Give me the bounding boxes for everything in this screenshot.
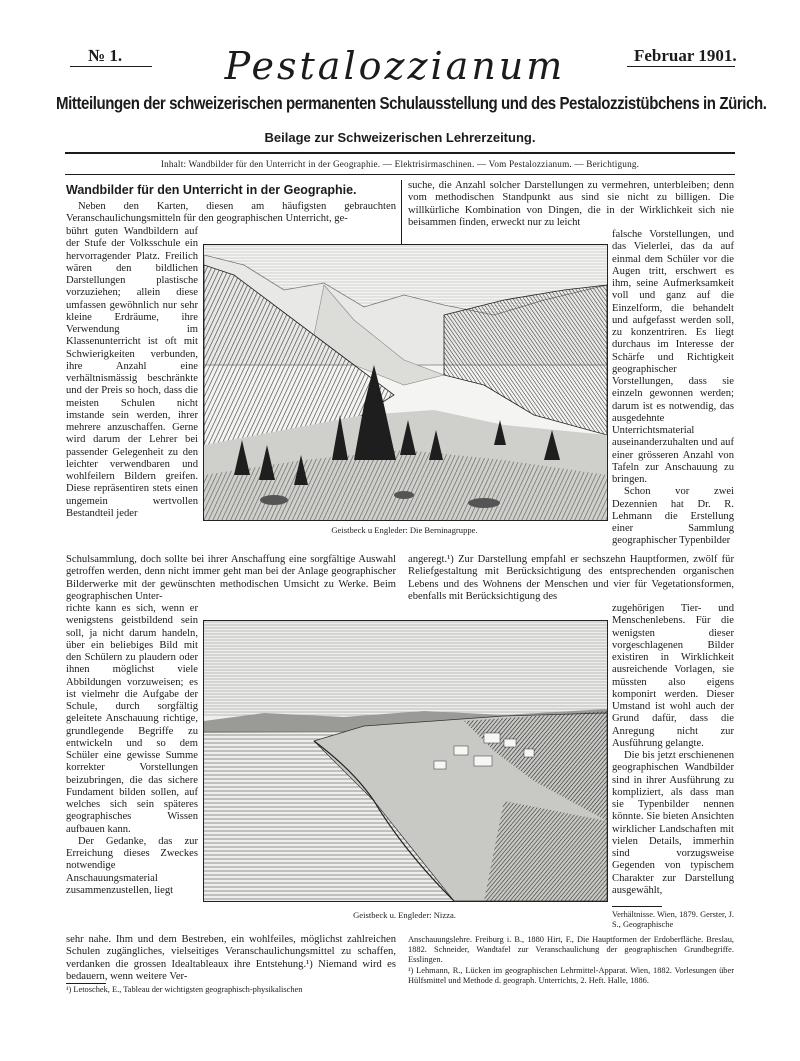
left-mid-full (66, 554, 396, 603)
footnote-right-c: ¹) Lehmann, R., Lücken im geographischen Lehrmittel-Apparat. Wien, 1882. Vorlesungen über Hülfsmittel und Methode d. geograph. Unterrichts, 2. Heft. Halle, 1886. (408, 966, 734, 985)
paragraph-right-narrow: falsche Vorstellungen, und das Vielerlei, das da auf einmal dem Schüler vor die Augen tritt, erschwert es ihm, seine Aufmerksamkeit voll und ganz auf die Einzelform, die behandelt und aufgefasst werden soll, zu konzentriren. Es liegt durchaus im Interesse der Schärfe und Richtigkeit geographischer Vorstellungen, dass sie einzeln gewonnen werden; darum ist es notwendig, das ausgedehnte Unterrichtsmaterial auseinanderzuhalten und auf einer grösseren Anzahl von Tafeln zur Anschauung zu bringen. (612, 229, 734, 485)
contents-line: Inhalt: Wandbilder für den Unterricht in der Geographie. — Elektrisirmaschinen. — Vom Pestalozzianum. — Berichtigung. (160, 159, 640, 169)
left-bottom-full (66, 934, 396, 983)
right-narrow-column (612, 229, 734, 548)
paragraph-right-top: suche, die Anzahl solcher Darstellungen zu vermehren, unterbleiben; denn vom methodischen Standpunkt aus sind sie nicht zu billigen. Die willkürliche Kombination von Dingen, die in der Wirklichkeit sich nie beisammen finden, erweckt nur zu leicht (408, 180, 734, 228)
figure-2-caption: Geistbeck u. Engleder: Nizza. (353, 910, 456, 920)
contents-rule-bottom (65, 174, 735, 175)
left-narrow-column-2 (66, 603, 198, 897)
supplement-line: Beilage zur Schweizerischen Lehrerzeitung. (264, 130, 536, 145)
left-narrow-column (66, 226, 198, 520)
issue-date: Februar 1901. (634, 46, 737, 65)
header-rule-left (70, 66, 152, 67)
paragraph-left-mid: Schulsammlung, doch sollte bei ihrer Anschaffung eine sorgfältige Auswahl getroffen werden, denn nicht immer geht man bei der Anlage geographischer Bilderwerke mit der gewünschten methodischen Umsicht zu Werke. Beim geographischen Unter- (66, 554, 396, 602)
column-divider-top (401, 180, 402, 250)
paragraph-left-narrow-3: Der Gedanke, das zur Erreichung dieses Zweckes notwendige Anschauungsmaterial zusammenzustellen, liegt (66, 835, 198, 896)
footnote-left: ¹) Letoschek, E., Tableau der wichtigsten geographisch-physikalischen (66, 985, 303, 994)
paragraph-intro: Neben den Karten, diesen am häufigsten gebrauchten Veranschaulichungsmitteln für den geographischen Unterricht, ge- (66, 201, 396, 225)
article-title: Wandbilder für den Unterricht in der Geographie. (66, 183, 357, 197)
paragraph-right-mid: angeregt.¹) Zur Darstellung empfahl er sechszehn Hauptformen, zwölf für Reliefgestaltung mit Berücksichtigung des entsprechenden organischen Lebens und des Wohnens der Menschen und vier für Vegetationsformen, ebenfalls mit Berücksichtigung des (408, 554, 734, 602)
masthead-subtitle: Mitteilungen der schweizerischen permanenten Schulausstellung und des Pestalozzistübchens in Zürich. (56, 93, 767, 113)
issue-number: № 1. (88, 46, 123, 65)
contents-rule-top (65, 152, 735, 154)
figure-1-caption: Geistbeck u Engleder: Die Berninagruppe. (331, 525, 478, 535)
footnote-right-b: Anschauungslehre. Freiburg i. B., 1880 Hirt, F., Die Hauptformen der Erdoberfläche. Breslau, 1882. Schneider, Wandtafel zur Veranschaulichung der geographischen Grundbegriffe. Esslingen. (408, 935, 734, 964)
paragraph-right-narrow-4: Die bis jetzt erschienenen geographischen Wandbilder sind in ihrer Ausführung zu kompliziert, als dass man sie Typenbilder nennen könnte. Sie bieten Ansichten wirklicher Landschaften mit vielen Details, immerhin sind vorzugsweise Gegenden von typischem Charakter zur Darstellung ausgewählt, (612, 750, 734, 896)
paragraph-left-narrow: bührt guten Wandbildern auf der Stufe der Volksschule ein hervorragender Platz. Freilich wären den bildlichen Darstellungen plastische vorzuziehen; allein diese umfassen gewöhnlich nur sehr kleine Erdräume, ihre Verwendung im Klassenunterricht ist oft mit Schwierigkeiten verbunden, ihre Anzahl eine verhältnismässig beschränkte und der Preis so hoch, dass die meisten Schulen nicht imstande sein werden, ihrer mehrere anzuschaffen. Gerne wird darum der Lehrer bei passender Gelegenheit zu den leichter verwendbaren und wohlfeilern Bildern greifen. Diese repräsentiren stets einen ungemein wertvollen Bestandteil jeder (66, 226, 198, 519)
article-intro (66, 201, 396, 226)
bernina-illustration (203, 244, 608, 521)
paragraph-left-narrow-2: richte kann es sich, wenn er wenigstens geistbildend sein soll, ja nicht darum handeln, über ein beliebiges Bild mit den Schülern zu plaudern oder ihnen möglichst viele Abbildungen vorzuweisen; es ist vielmehr die Aufgabe der Schule, durch sorgfältig geleitete Anschauung richtige, grundlegende Begriffe zu entwickeln und so dem Schüler eine gewisse Summe korrekter Vorstellungen beizubringen, die das sichere Fundament bilden sollen, auf welches sich sein späteres geographisches Wissen aufbauen kann. (66, 603, 198, 835)
footnote-rule-right (612, 906, 662, 907)
right-narrow-column-2 (612, 603, 734, 897)
right-mid-full (408, 554, 734, 603)
paragraph-left-bottom: sehr nahe. Ihm und dem Bestreben, ein wohlfeiles, möglichst zahlreichen Schulen zugängliches, vielseitiges Veranschaulichungsmittel zu schaffen, verdanken die grossen Idealtableaux ihre Entstehung.¹) Niemand wird es bedauern, wenn weitere Ver- (66, 934, 396, 982)
right-top-text (408, 180, 734, 229)
nizza-illustration (203, 620, 608, 902)
footnote-right-a: Verhältnisse. Wien, 1879. Gerster, J. S., Geographische (612, 910, 734, 929)
footnote-rule-left (66, 983, 106, 984)
masthead-title: Pestalozzianum (224, 44, 566, 88)
paragraph-right-narrow-2: Schon vor zwei Dezennien hat Dr. R. Lehmann die Erstellung einer Sammlung geographischer Typenbilder (612, 486, 734, 547)
header-rule-right (627, 66, 735, 67)
paragraph-right-narrow-3: zugehörigen Tier- und Menschenlebens. Für die wenigsten dieser vorgeschlagenen Bilder existiren in Wirklichkeit ausreichende Vorlagen, sie müssten also eigens komponirt werden. Dieser Umstand ist wohl auch der Grund dafür, dass die Anregung nicht zur Ausführung gelangte. (612, 603, 734, 749)
